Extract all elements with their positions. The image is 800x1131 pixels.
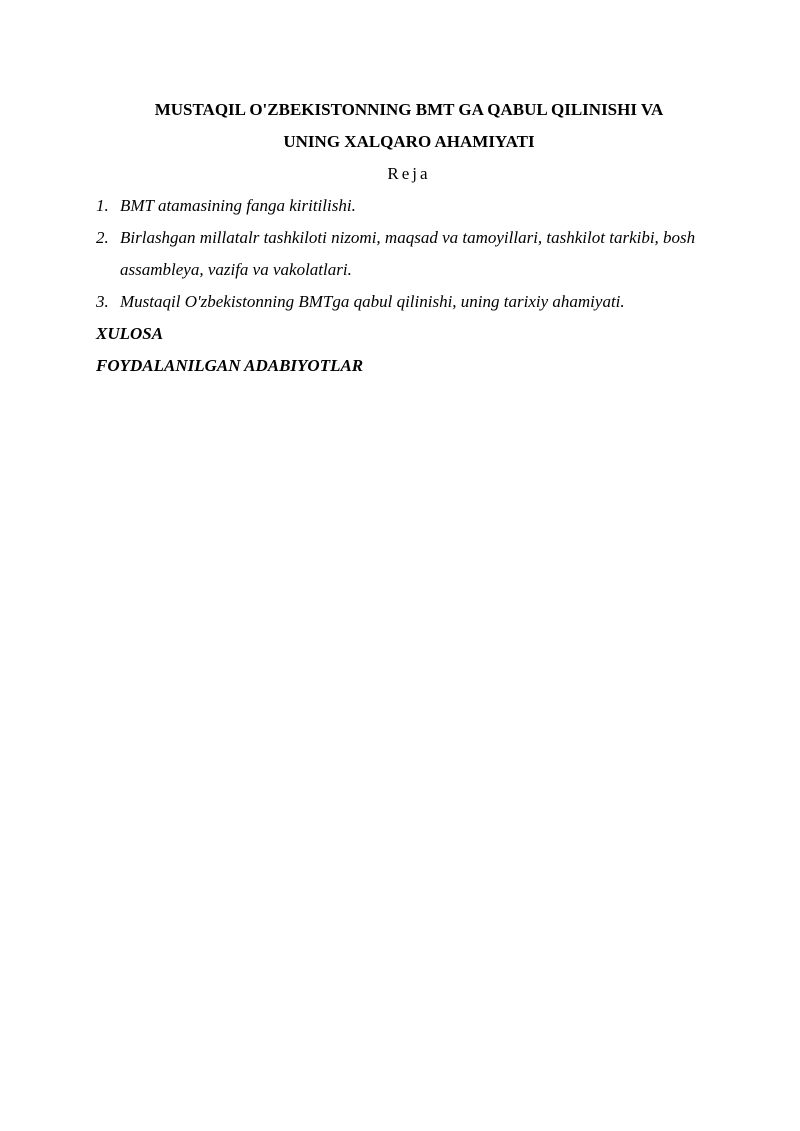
document-content	[96, 94, 722, 382]
plan-subtitle: Reja	[387, 164, 431, 183]
plan-list	[96, 190, 722, 318]
plan-item-text: BMT atamasining fanga kiritilishi.	[120, 196, 356, 215]
plan-item-number: 1.	[96, 196, 109, 215]
plan-item-2	[96, 222, 722, 286]
plan-item-number: 2.	[96, 228, 109, 247]
references-heading: FOYDALANILGAN ADABIYOTLAR	[96, 356, 364, 375]
plan-item-1	[96, 190, 722, 222]
document-title	[96, 94, 722, 158]
title-line-2: UNING XALQARO AHAMIYATI	[283, 132, 535, 151]
conclusion-heading: XULOSA	[96, 324, 164, 343]
plan-item-text: Birlashgan millatalr tashkiloti nizomi, maqsad va tamoyillari, tashkilot tarkibi, bosh assambleya, vazifa va vakolatlari.	[120, 228, 696, 279]
plan-item-number: 3.	[96, 292, 109, 311]
plan-item-text: Mustaqil O'zbekistonning BMTga qabul qilinishi, uning tarixiy ahamiyati.	[120, 292, 625, 311]
title-line-1: MUSTAQIL O'ZBEKISTONNING BMT GA QABUL QILINISHI VA	[154, 100, 664, 119]
plan-item-3	[96, 286, 722, 318]
